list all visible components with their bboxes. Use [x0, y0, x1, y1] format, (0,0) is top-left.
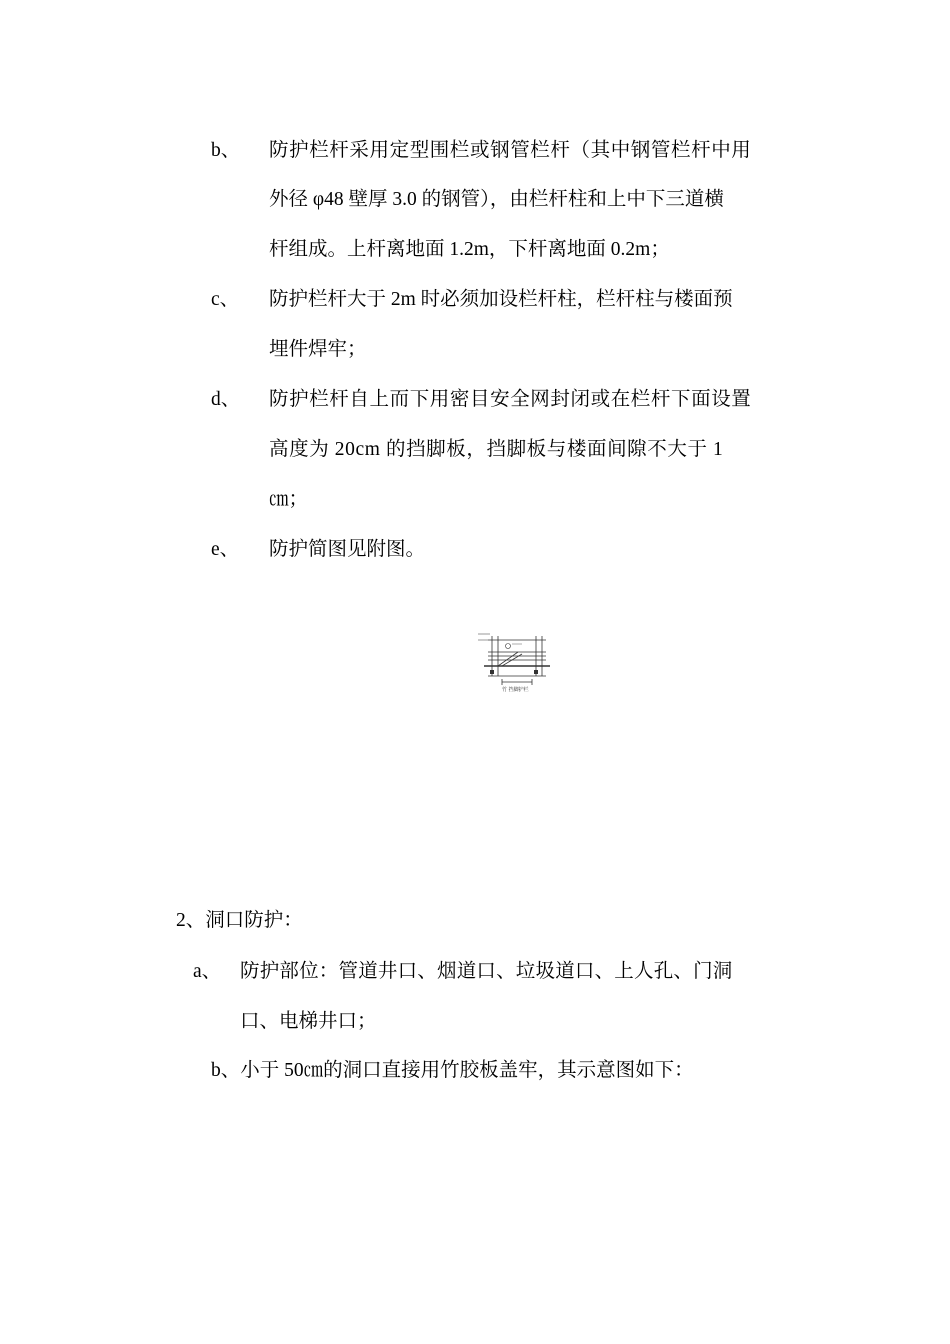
item-b-line-1: 防护栏杆采用定型围栏或钢管栏杆（其中钢管栏杆中用	[269, 140, 752, 161]
item-d-line-1: 防护栏杆自上而下用密目安全网封闭或在栏杆下面设置	[269, 389, 752, 410]
section-2-item-a-line-2: 口、电梯井口；	[240, 1011, 377, 1032]
item-d-marker: d、	[211, 389, 241, 410]
item-b-line-3: 杆组成。上杆离地面 1.2m，下杆离地面 0.2m；	[269, 239, 670, 260]
railing-diagram	[478, 630, 550, 692]
section-2-item-b-line: b、小于 50㎝的洞口直接用竹胶板盖牢，其示意图如下：	[211, 1060, 694, 1081]
item-e-marker: e、	[211, 539, 240, 560]
item-d-line-2: 高度为 20cm 的挡脚板，挡脚板与楼面间隙不大于 1	[269, 439, 724, 460]
railing-diagram-caption: 竹 挡脚护栏	[502, 687, 529, 692]
section-2-heading: 2、洞口防护：	[176, 910, 303, 931]
item-b-line-2: 外径 φ48 壁厚 3.0 的钢管），由栏杆柱和上中下三道横	[269, 189, 724, 210]
section-2-item-a-marker: a、	[193, 961, 222, 982]
item-d-line-3: ㎝；	[269, 489, 309, 510]
item-b-marker: b、	[211, 140, 241, 161]
item-e-line-1: 防护简图见附图。	[269, 539, 426, 560]
item-c-line-2: 埋件焊牢；	[269, 339, 367, 360]
item-c-line-1: 防护栏杆大于 2m 时必须加设栏杆柱，栏杆柱与楼面预	[269, 289, 733, 310]
section-2-item-a-line-1: 防护部位：管道井口、烟道口、垃圾道口、上人孔、门洞	[240, 961, 733, 982]
railing-diagram-svg	[478, 630, 550, 692]
item-c-marker: c、	[211, 289, 240, 310]
